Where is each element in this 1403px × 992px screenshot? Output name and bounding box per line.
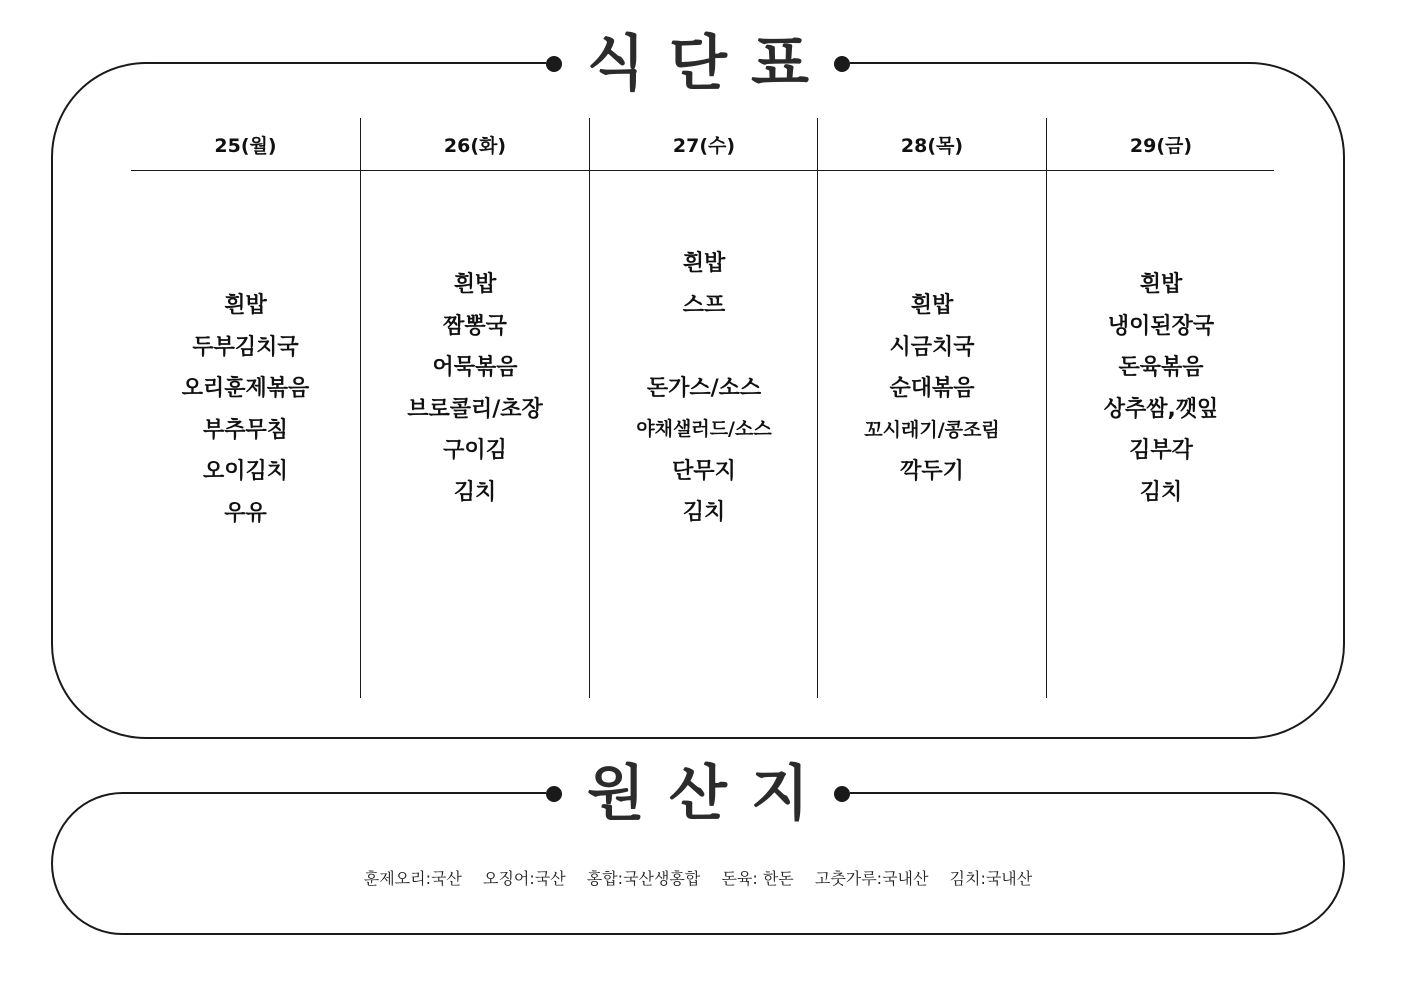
origin-item: 김치:국내산 <box>949 869 1033 888</box>
dish-item: 흰밥 <box>224 293 267 318</box>
dish-item: 부추무침 <box>202 417 288 443</box>
menu-title-band <box>546 24 850 104</box>
origin-item: 훈제오리:국산 <box>363 869 462 888</box>
day-column-wed <box>589 118 818 698</box>
dish-item: 흰밥 <box>1139 272 1183 297</box>
dish-item: 순대볶음 <box>889 376 975 401</box>
dish-item: 상추쌈,깻잎 <box>1103 396 1219 422</box>
dish-item: 돈육볶음 <box>1118 355 1204 380</box>
dish-item: 짬뽕국 <box>443 313 507 339</box>
day-header: 27(수) <box>672 134 736 157</box>
dish-item: 두부김치국 <box>192 334 299 360</box>
title-dot-right <box>834 786 850 802</box>
dish-item: 브로콜리/초장 <box>407 396 543 422</box>
day-column-mon <box>131 118 360 698</box>
dish-item: 김치 <box>453 479 497 505</box>
origin-item: 돈육: 한돈 <box>721 869 794 888</box>
dish-list <box>361 264 589 513</box>
origin-title: 원산지 <box>587 759 833 829</box>
dish-item: 흰밥 <box>682 251 726 276</box>
day-header: 28(목) <box>900 134 964 157</box>
dish-item: 시금치국 <box>889 334 975 360</box>
dish-item: 오리훈제볶음 <box>181 376 310 401</box>
day-column-tue <box>360 118 589 698</box>
day-column-fri <box>1046 118 1275 698</box>
day-header: 29(금) <box>1129 134 1193 157</box>
dish-list <box>131 285 360 534</box>
dish-item: 스프 <box>682 292 726 318</box>
origin-item: 홍합:국산생홍합 <box>586 869 701 888</box>
dish-item: 깍두기 <box>900 459 964 484</box>
dish-item: 냉이된장국 <box>1107 313 1215 339</box>
dish-item: 김치 <box>1139 479 1183 505</box>
origin-item: 고춧가루:국내산 <box>814 869 929 888</box>
day-header: 25(월) <box>214 134 277 157</box>
dish-list <box>1047 264 1275 513</box>
dish-item: 김치 <box>682 500 726 525</box>
dish-blank-line <box>590 326 818 368</box>
dish-item: 어묵볶음 <box>432 355 518 380</box>
dish-list <box>590 243 818 534</box>
origin-title-band <box>546 754 850 834</box>
menu-title: 식단표 <box>587 29 833 99</box>
dish-item: 야채샐러드/소스 <box>636 418 772 440</box>
dish-item: 구이김 <box>443 438 507 463</box>
dish-item: 김부각 <box>1129 438 1193 463</box>
title-dot-right <box>834 56 850 72</box>
day-header: 26(화) <box>443 134 507 157</box>
origin-item: 오징어:국산 <box>483 869 566 888</box>
dish-item: 단무지 <box>672 458 736 484</box>
dish-item: 흰밥 <box>453 272 497 297</box>
dish-item: 꼬시래기/콩조림 <box>864 418 1000 441</box>
day-column-thu <box>817 118 1046 698</box>
dish-item: 흰밥 <box>910 293 954 318</box>
dish-list <box>818 285 1046 493</box>
dish-item: 오이김치 <box>202 459 288 484</box>
origin-list <box>51 866 1345 889</box>
title-dot-left <box>546 56 562 72</box>
dish-item: 우유 <box>224 500 267 526</box>
title-dot-left <box>546 786 562 802</box>
dish-item: 돈가스/소스 <box>646 375 762 401</box>
